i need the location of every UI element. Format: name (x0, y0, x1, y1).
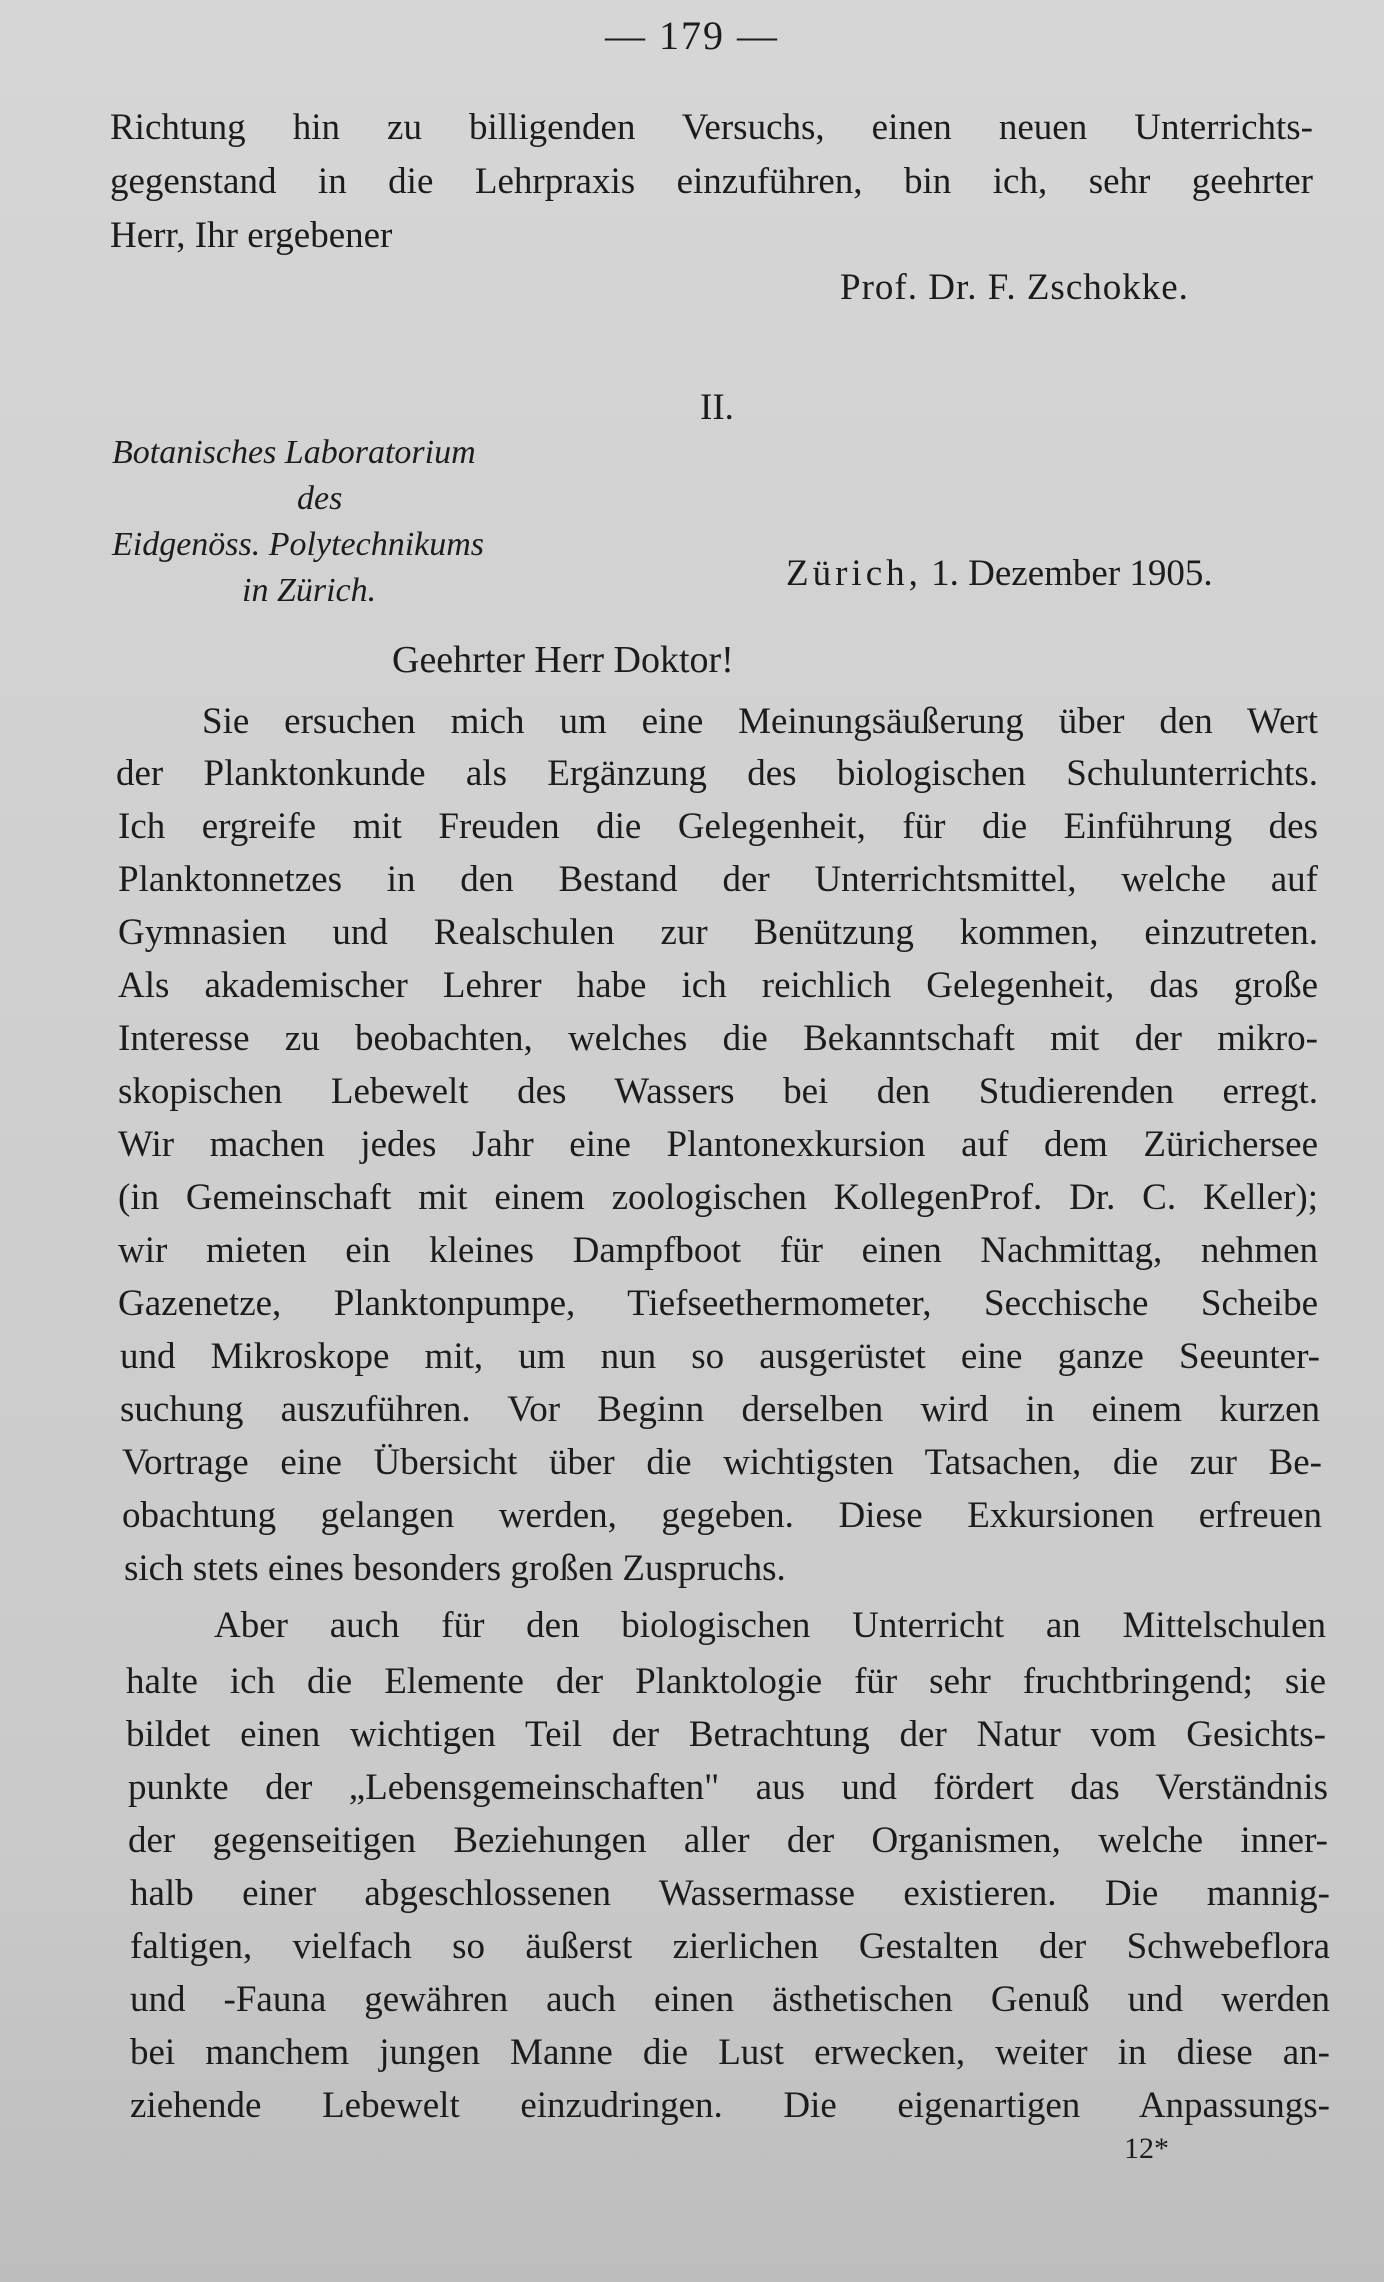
text-line: Ich ergreife mit Freuden die Gelegenheit, für die Einführung des (118, 806, 1318, 847)
place: Zürich, (786, 553, 922, 594)
text-line: skopischen Lebewelt des Wassers bei den Studierenden erregt. (118, 1071, 1318, 1112)
text-line: Interesse zu beobachten, welches die Bekanntschaft mit der mikro- (118, 1018, 1318, 1059)
text-line: und Mikroskope mit, um nun so ausgerüstet eine ganze Seeunter- (120, 1336, 1320, 1377)
text-line: ziehende Lebewelt einzudringen. Die eigenartigen Anpassungs- (130, 2085, 1330, 2126)
text-line: Richtung hin zu billigenden Versuchs, einen neuen Unterrichts- (110, 107, 1313, 148)
text-line: obachtung gelangen werden, gegeben. Diese Exkursionen erfreuen (122, 1495, 1322, 1536)
text-line: Vortrage eine Übersicht über die wichtigsten Tatsachen, die zur Be- (122, 1442, 1322, 1483)
text-line: bildet einen wichtigen Teil der Betrachtung der Natur vom Gesichts- (126, 1714, 1326, 1755)
text-line: und -Fauna gewähren auch einen ästhetischen Genuß und werden (130, 1979, 1330, 2020)
letter-number: II. (700, 387, 734, 428)
text-line: bei manchem jungen Manne die Lust erwecken, weiter in diese an- (130, 2032, 1330, 2073)
text-line: Herr, Ihr ergebener (110, 215, 393, 256)
text-line: Als akademischer Lehrer habe ich reichlich Gelegenheit, das große (118, 965, 1318, 1006)
text-line: faltigen, vielfach so äußerst zierlichen Gestalten der Schwebeflora (130, 1926, 1330, 1967)
text-line: suchung auszuführen. Vor Beginn derselben wird in einem kurzen (120, 1389, 1320, 1430)
text-line: Gymnasien und Realschulen zur Benützung kommen, einzutreten. (118, 912, 1318, 953)
place-date (786, 552, 1213, 595)
text-line: punkte der „Lebensgemeinschaften" aus und fördert das Verständnis (128, 1767, 1328, 1808)
sender-block (112, 430, 532, 614)
text-line: der Planktonkunde als Ergänzung des biologischen Schulunterrichts. (116, 753, 1318, 794)
text-line: Sie ersuchen mich um eine Meinungsäußerung über den Wert (202, 701, 1318, 742)
date: 1. Dezember 1905. (931, 553, 1213, 594)
text-line: halb einer abgeschlossenen Wassermasse existieren. Die mannig- (130, 1873, 1330, 1914)
text-line: sich stets eines besonders großen Zuspruchs. (124, 1548, 786, 1589)
text-line: Aber auch für den biologischen Unterricht an Mittelschulen (214, 1605, 1326, 1646)
text-line: halte ich die Elemente der Planktologie für sehr fruchtbringend; sie (126, 1661, 1326, 1702)
text-line: Planktonnetzes in den Bestand der Unterrichtsmittel, welche auf (118, 859, 1318, 900)
sender-line: Eidgenöss. Polytechnikums (112, 526, 485, 563)
text-line: gegenstand in die Lehrpraxis einzuführen, bin ich, sehr geehrter (110, 161, 1313, 202)
text-line: Gazenetze, Planktonpumpe, Tiefseethermometer, Secchische Scheibe (118, 1283, 1318, 1324)
text-line: Wir machen jedes Jahr eine Plantonexkursion auf dem Zürichersee (118, 1124, 1318, 1165)
salutation: Geehrter Herr Doktor! (392, 639, 734, 681)
text-line: (in Gemeinschaft mit einem zoologischen KollegenProf. Dr. C. Keller); (118, 1177, 1318, 1218)
printer-signature-mark: 12* (1124, 2132, 1169, 2165)
text-line: wir mieten ein kleines Dampfboot für einen Nachmittag, nehmen (118, 1230, 1318, 1271)
text-line: der gegenseitigen Beziehungen aller der Organismen, welche inner- (128, 1820, 1328, 1861)
sender-line: Botanisches Laboratorium (112, 434, 476, 471)
sender-line: in Zürich. (242, 572, 377, 609)
page-number: — 179 — (605, 13, 779, 58)
sender-line: des (297, 480, 343, 517)
signature: Prof. Dr. F. Zschokke. (840, 267, 1189, 308)
